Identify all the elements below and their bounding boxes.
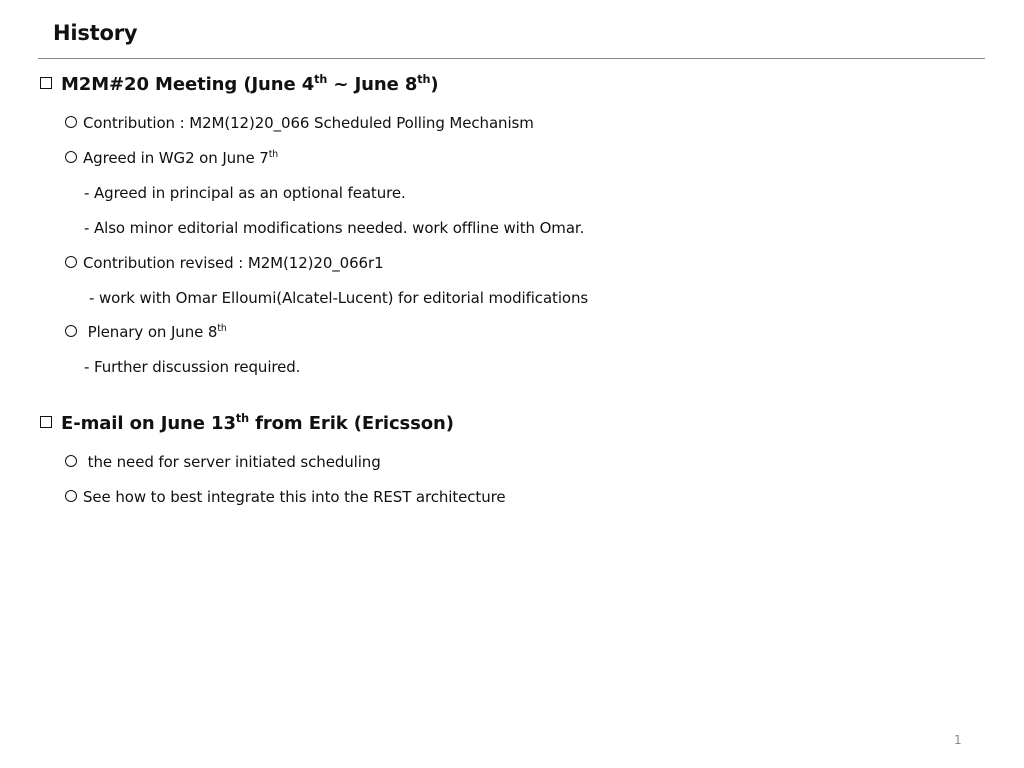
bullet-plenary: Plenary on June 8th xyxy=(65,323,227,341)
sub-bullet-editorial-modifications: - Also minor editorial modifications needed. work offline with Omar. xyxy=(84,219,585,237)
section-heading-email: E-mail on June 13th from Erik (Ericsson) xyxy=(40,413,454,434)
circle-bullet-icon xyxy=(65,256,77,268)
sub-bullet-agreed-principal: - Agreed in principal as an optional feature. xyxy=(84,184,406,202)
bullet-agreed-wg2: Agreed in WG2 on June 7th xyxy=(65,149,278,167)
square-bullet-icon xyxy=(40,77,52,89)
bullet-contribution-revised: Contribution revised : M2M(12)20_066r1 xyxy=(65,254,384,272)
section-heading-m2m-meeting: M2M#20 Meeting (June 4th ~ June 8th) xyxy=(40,74,439,95)
slide-title: History xyxy=(53,21,138,45)
bullet-contribution: Contribution : M2M(12)20_066 Scheduled Polling Mechanism xyxy=(65,114,534,132)
square-bullet-icon xyxy=(40,416,52,428)
page-number: 1 xyxy=(954,733,962,747)
sub-bullet-work-with-omar: - work with Omar Elloumi(Alcatel-Lucent) for editorial modifications xyxy=(89,289,589,307)
circle-bullet-icon xyxy=(65,116,77,128)
title-divider xyxy=(38,58,985,59)
circle-bullet-icon xyxy=(65,151,77,163)
circle-bullet-icon xyxy=(65,325,77,337)
bullet-rest-architecture: See how to best integrate this into the REST architecture xyxy=(65,488,506,506)
bullet-server-initiated-scheduling: the need for server initiated scheduling xyxy=(65,453,381,471)
circle-bullet-icon xyxy=(65,490,77,502)
sub-bullet-further-discussion: - Further discussion required. xyxy=(84,358,301,376)
circle-bullet-icon xyxy=(65,455,77,467)
